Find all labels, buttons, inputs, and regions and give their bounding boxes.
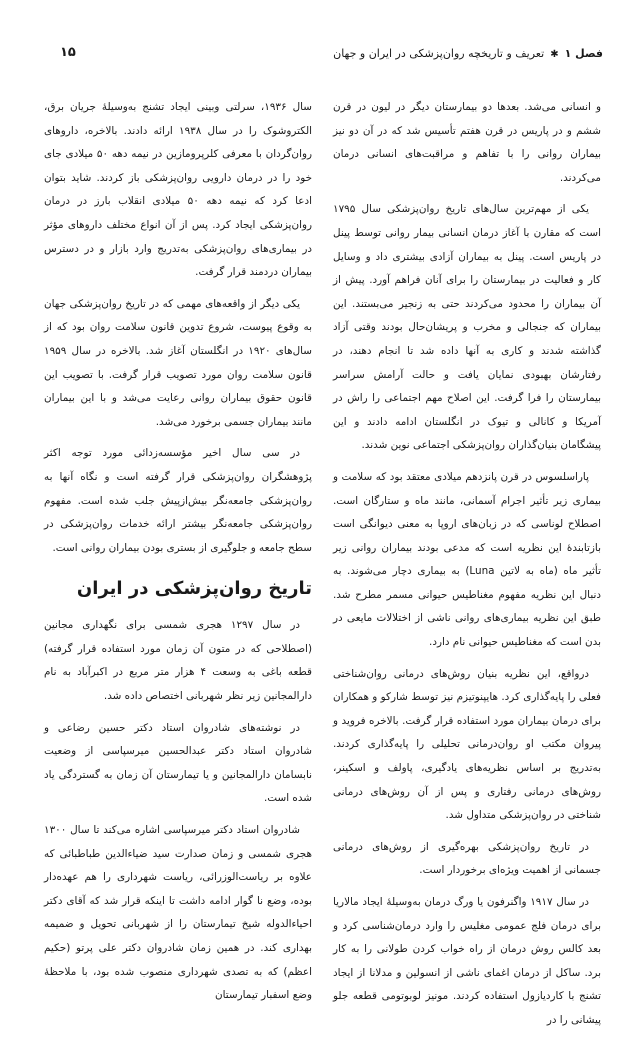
star-icon: ✱ (550, 49, 559, 60)
paragraph: شادروان استاد دکتر میرسپاسی اشاره می‌کند تا سال ۱۳۰۰ هجری شمسی و زمان صدارت سید ضیاءالدین طباطبائی که علاوه بر ریاست‌الوزرائی، ریاست شهرداری را هم عهده‌دار بوده، وضع نا گوار ادامه داشت تا اینکه قرار شد که آقای دکتر احیاءالدوله شیخ تیمارستان را از شهربانی تحویل و ضمیمه بهداری کند. در همین زمان شادروان دکتر علی پرتو (حکیم اعظم) که به تصدی شهرداری منصوب شده بود، با ملاحظهٔ وضع اسفبار تیمارستان (44, 824, 312, 1002)
paragraph: پاراسلسوس در قرن پانزدهم میلادی معتقد بود که سلامت و بیماری زیر تأثیر اجرام آسمانی، مانند ماه و ستارگان است. اصطلاح لوناسی که در زبان‌های اروپا به معنی دیوانگی است بازتابندهٔ این نظریه است که مدعی بودند بیماران روانی زیر تأثیر ماه (ماه به لاتین Luna) به بیماری دچار می‌شوند. به دنبال این نظریه مفهوم مغناطیس حیوانی مسمر مطرح شد. طبق این نظریه بیماری‌های روانی ناشی از اختلالات مایعی در بدن است که مغناطیس حیوانی نام دارد. (333, 470, 601, 649)
page-header (60, 38, 603, 60)
paragraph: در سی سال اخیر مؤسسه‌زدائی مورد توجه اکثر پژوهشگران روان‌پزشکی قرار گرفته است و نگاه آنها به روان‌پزشکی جامعه‌نگر بیش‌ازپیش جلب شده است. مفهوم روان‌پزشکی جامعه‌نگر بیشتر ارائه خدمات روان‌پزشکی در سطح جامعه و جلوگیری از بستری بودن بیماران روانی است. (44, 447, 312, 554)
paragraph: در سال ۱۹۱۷ واگنرفون یا ورگ درمان به‌وسیلهٔ ایجاد مالاریا برای درمان فلج عمومی مغلیس را وارد درمان‌شناسی کرد و بعد کالس روش درمان از راه خواب کردن طولانی را به کار برد. ساکل از درمان اغمای ناشی از انسولین و مدلانا از ایجاد تشنج با کاردیازول استفاده کردند. مونیز لوبوتومی قطعه جلو پیشانی را در (333, 896, 601, 1026)
paragraph: یکی دیگر از واقعه‌های مهمی که در تاریخ روان‌پزشکی جهان به وقوع پیوست، شروع تدوین قانون سلامت روان بود که از سال‌های ۱۹۲۰ در انگلستان آغاز شد. بالاخره در سال ۱۹۵۹ قانون سلامت روان مورد تصویب قرار گرفت. با تصویب این قانون حقوق بیماران روانی رعایت می‌شد و با این بیماران مانند بیماران جسمی برخورد می‌شد. (44, 297, 312, 428)
left-column (44, 96, 312, 1016)
running-title: تعریف و تاریخچه روان‌پزشکی در ایران و جهان (333, 47, 545, 60)
chapter-label: فصل ۱ (564, 47, 603, 60)
right-column (333, 96, 601, 1041)
page-number: ۱۵ (60, 45, 76, 60)
section-heading: تاریخ روان‌پزشکی در ایران (76, 578, 312, 600)
paragraph: سال ۱۹۳۶، سرلتی وبینی ایجاد تشنج به‌وسیلهٔ جریان برق، الکتروشوک را در سال ۱۹۳۸ ارائه دادند. بالاخره، داروهای روان‌گردان با معرفی کلرپرومازین در نیمه دهه ۵۰ میلادی جای خود را در درمان دارویی روان‌پزشکی باز کردند. شاید بتوان ادعا کرد که نیمه دهه ۵۰ میلادی انقلاب بارز در درمان روان‌پزشکی ایجاد کرد. پس از آن انواع مختلف داروهای مؤثر در بیماری‌های روان‌پزشکی به‌تدریج وارد بازار و در دسترس بیماران دردمند قرار گرفت. (44, 101, 313, 279)
paragraph: در تاریخ روان‌پزشکی بهره‌گیری از روش‌های درمانی جسمانی از اهمیت ویژه‌ای برخوردار است. (333, 840, 601, 877)
paragraph: درواقع، این نظریه بنیان روش‌های درمانی روان‌شناختی فعلی را پایه‌گذاری کرد. هایپنوتیزم نیز توسط شارکو و همکاران برای درمان بیماران مورد استفاده قرار گرفت. بالاخره فروید و پیروان مکتب او روان‌درمانی تحلیلی را پایه‌گذاری کردند. به‌تدریج بر اساس نظریه‌های یادگیری، پاولف و اسکینر، روش‌های درمانی رفتاری و پس از آن روش‌های درمانی شناختی در روان‌پزشکی متداول شد. (333, 667, 601, 822)
paragraph: در نوشته‌های شادروان استاد دکتر حسین رضاعی و شادروان استاد دکتر عبدالحسین میرسپاسی از وضعیت نابسامان دارالمجانین و یا تیمارستان آن زمان به گستردگی یاد شده است. (44, 721, 312, 805)
paragraph: یکی از مهم‌ترین سال‌های تاریخ روان‌پزشکی سال ۱۷۹۵ است که مقارن با آغاز درمان انسانی بیمار روانی توسط پینل در پاریس است. پینل به بیماران آزادی بیشتری داد و وسایل کار و فعالیت در بیمارستان را برای آنان فراهم آورد. پیش از آن بیماران را محدود می‌کردند حتی به زنجیر می‌بستند. این بیماران که جنجالی و مخرب و پریشان‌حال بودند وقتی آزاد گذاشته شدند و کاری به آنها داده شد تا انجام دهند، در رفتارشان بهبودی نمایان یافت و حالت آرامش سراسر بیمارستان را فرا گرفت. این اصلاح مهم اجتماعی را راش در آمریکا و کانالی و تیوک در انگلستان ادامه دادند و این پیشگامان بنیان‌گذاران روان‌پزشکی اجتماعی نوین شدند. (333, 203, 601, 452)
paragraph: در سال ۱۲۹۷ هجری شمسی برای نگهداری مجانین (اصطلاحی که در متون آن زمان مورد استفاده قرار گرفته) قطعه باغی به وسعت ۴ هزار متر مربع در اکبرآباد به نام دارالمجانین زیر نظر شهربانی اختصاص داده شد. (44, 619, 312, 703)
paragraph: و انسانی می‌شد. بعدها دو بیمارستان دیگر در لیون در قرن ششم و در پاریس در قرن هفتم تأسیس شد که در آن دو نیز بیماران روانی را با تفاهم و مراقبت‌های انسانی درمان می‌کردند. (333, 101, 601, 184)
